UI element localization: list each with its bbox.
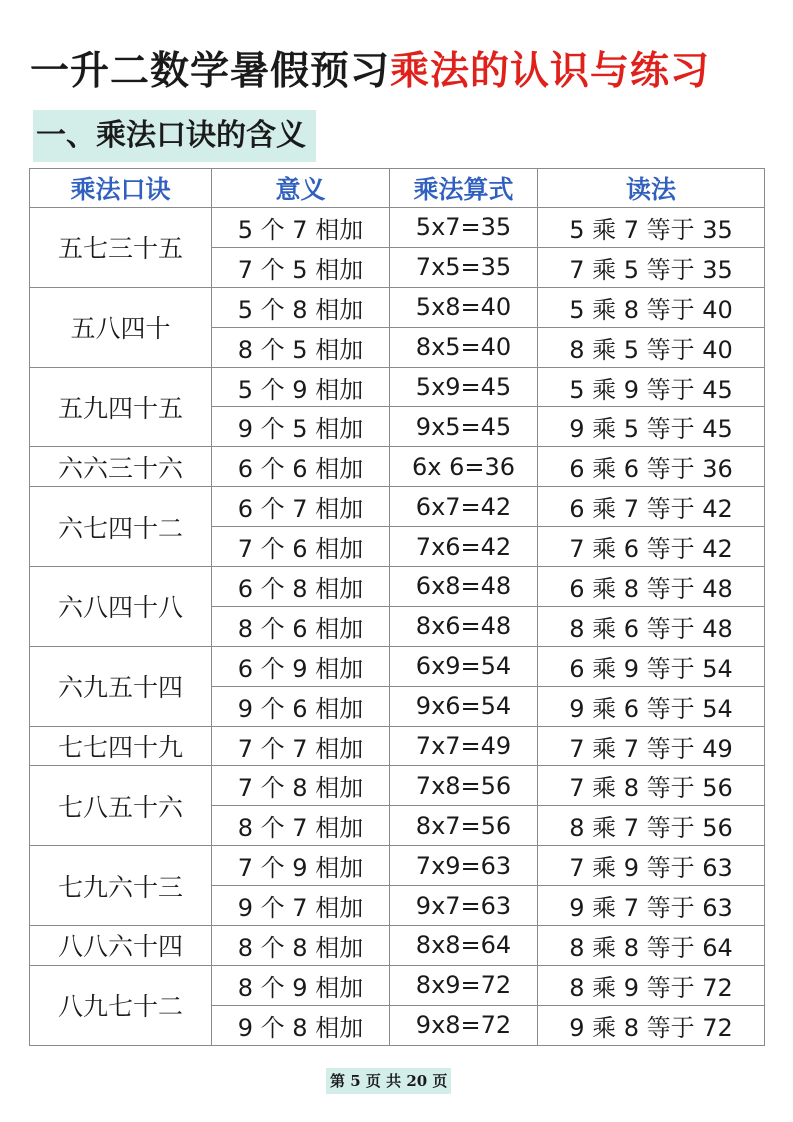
meaning-cell: 9 个 8 相加 xyxy=(212,1005,390,1045)
meaning-cell: 8 个 8 相加 xyxy=(212,926,390,966)
table-row xyxy=(30,287,765,327)
reading-cell: 7 乘 9 等于 63 xyxy=(538,846,765,886)
rhyme-cell: 五九四十五 xyxy=(30,367,212,447)
formula-cell: 6x7=42 xyxy=(390,487,538,527)
meaning-cell: 7 个 9 相加 xyxy=(212,846,390,886)
rhyme-cell: 六九五十四 xyxy=(30,646,212,726)
meaning-cell: 5 个 9 相加 xyxy=(212,367,390,407)
multiplication-table xyxy=(29,168,765,1046)
formula-cell: 5x7=35 xyxy=(390,208,538,248)
reading-cell: 5 乘 8 等于 40 xyxy=(538,287,765,327)
reading-cell: 9 乘 6 等于 54 xyxy=(538,686,765,726)
reading-cell: 6 乘 8 等于 48 xyxy=(538,567,765,607)
meaning-cell: 9 个 7 相加 xyxy=(212,886,390,926)
formula-cell: 9x7=63 xyxy=(390,886,538,926)
header-formula: 乘法算式 xyxy=(390,169,538,208)
formula-cell: 9x8=72 xyxy=(390,1005,538,1045)
section-heading: 一、乘法口诀的含义 xyxy=(33,110,316,162)
formula-cell: 7x5=35 xyxy=(390,247,538,287)
table-row xyxy=(30,646,765,686)
rhyme-cell: 六八四十八 xyxy=(30,567,212,647)
reading-cell: 7 乘 7 等于 49 xyxy=(538,726,765,766)
title-main: 一升二数学暑假预习 xyxy=(30,49,391,94)
meaning-cell: 8 个 5 相加 xyxy=(212,327,390,367)
formula-cell: 7x6=42 xyxy=(390,527,538,567)
meaning-cell: 6 个 9 相加 xyxy=(212,646,390,686)
formula-cell: 9x5=45 xyxy=(390,407,538,447)
meaning-cell: 7 个 8 相加 xyxy=(212,766,390,806)
reading-cell: 6 乘 6 等于 36 xyxy=(538,447,765,487)
meaning-cell: 5 个 7 相加 xyxy=(212,208,390,248)
meaning-cell: 8 个 7 相加 xyxy=(212,806,390,846)
title-highlight: 乘法的认识与练习 xyxy=(390,49,711,94)
reading-cell: 5 乘 9 等于 45 xyxy=(538,367,765,407)
table-row xyxy=(30,766,765,806)
reading-cell: 9 乘 7 等于 63 xyxy=(538,886,765,926)
reading-cell: 5 乘 7 等于 35 xyxy=(538,208,765,248)
reading-cell: 8 乘 9 等于 72 xyxy=(538,965,765,1005)
meaning-cell: 6 个 8 相加 xyxy=(212,567,390,607)
reading-cell: 9 乘 5 等于 45 xyxy=(538,407,765,447)
reading-cell: 8 乘 6 等于 48 xyxy=(538,606,765,646)
table-body xyxy=(30,208,765,1046)
page-footer: 第 5 页 共 20 页 xyxy=(326,1068,451,1094)
formula-cell: 7x9=63 xyxy=(390,846,538,886)
meaning-cell: 7 个 5 相加 xyxy=(212,247,390,287)
table-row xyxy=(30,965,765,1005)
formula-cell: 6x9=54 xyxy=(390,646,538,686)
meaning-cell: 7 个 7 相加 xyxy=(212,726,390,766)
page-title xyxy=(30,46,770,98)
formula-cell: 6x 6=36 xyxy=(390,447,538,487)
header-reading: 读法 xyxy=(538,169,765,208)
formula-cell: 9x6=54 xyxy=(390,686,538,726)
table-row xyxy=(30,726,765,766)
table-row xyxy=(30,447,765,487)
rhyme-cell: 六六三十六 xyxy=(30,447,212,487)
meaning-cell: 6 个 6 相加 xyxy=(212,447,390,487)
rhyme-cell: 八九七十二 xyxy=(30,965,212,1045)
table-row xyxy=(30,846,765,886)
meaning-cell: 8 个 6 相加 xyxy=(212,606,390,646)
reading-cell: 9 乘 8 等于 72 xyxy=(538,1005,765,1045)
table-row xyxy=(30,926,765,966)
formula-cell: 8x6=48 xyxy=(390,606,538,646)
meaning-cell: 6 个 7 相加 xyxy=(212,487,390,527)
meaning-cell: 9 个 6 相加 xyxy=(212,686,390,726)
formula-cell: 8x8=64 xyxy=(390,926,538,966)
formula-cell: 7x7=49 xyxy=(390,726,538,766)
rhyme-cell: 八八六十四 xyxy=(30,926,212,966)
reading-cell: 8 乘 7 等于 56 xyxy=(538,806,765,846)
table-row xyxy=(30,367,765,407)
reading-cell: 7 乘 5 等于 35 xyxy=(538,247,765,287)
reading-cell: 6 乘 7 等于 42 xyxy=(538,487,765,527)
rhyme-cell: 七七四十九 xyxy=(30,726,212,766)
rhyme-cell: 五八四十 xyxy=(30,287,212,367)
formula-cell: 8x9=72 xyxy=(390,965,538,1005)
table-row xyxy=(30,567,765,607)
meaning-cell: 8 个 9 相加 xyxy=(212,965,390,1005)
meaning-cell: 9 个 5 相加 xyxy=(212,407,390,447)
meaning-cell: 5 个 8 相加 xyxy=(212,287,390,327)
formula-cell: 6x8=48 xyxy=(390,567,538,607)
header-meaning: 意义 xyxy=(212,169,390,208)
table-row xyxy=(30,208,765,248)
reading-cell: 8 乘 5 等于 40 xyxy=(538,327,765,367)
meaning-cell: 7 个 6 相加 xyxy=(212,527,390,567)
formula-cell: 7x8=56 xyxy=(390,766,538,806)
table-row xyxy=(30,487,765,527)
header-rhyme: 乘法口诀 xyxy=(30,169,212,208)
reading-cell: 8 乘 8 等于 64 xyxy=(538,926,765,966)
rhyme-cell: 七九六十三 xyxy=(30,846,212,926)
rhyme-cell: 七八五十六 xyxy=(30,766,212,846)
formula-cell: 8x7=56 xyxy=(390,806,538,846)
formula-cell: 8x5=40 xyxy=(390,327,538,367)
rhyme-cell: 六七四十二 xyxy=(30,487,212,567)
header-row xyxy=(30,169,765,208)
reading-cell: 6 乘 9 等于 54 xyxy=(538,646,765,686)
formula-cell: 5x8=40 xyxy=(390,287,538,327)
reading-cell: 7 乘 6 等于 42 xyxy=(538,527,765,567)
formula-cell: 5x9=45 xyxy=(390,367,538,407)
reading-cell: 7 乘 8 等于 56 xyxy=(538,766,765,806)
rhyme-cell: 五七三十五 xyxy=(30,208,212,288)
